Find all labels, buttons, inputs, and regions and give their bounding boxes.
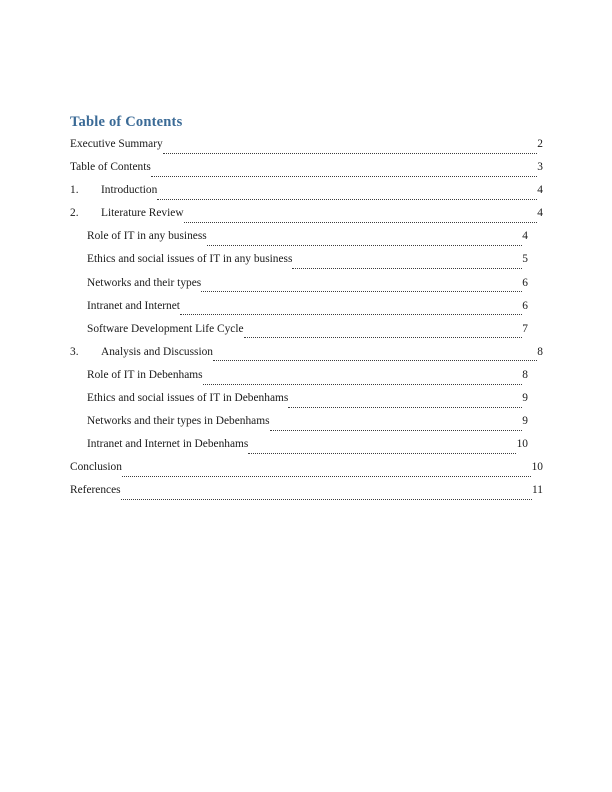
toc-leader-dots <box>270 422 522 433</box>
toc-entry[interactable] <box>0 133 612 156</box>
toc-entry-inner <box>87 248 528 271</box>
toc-entry-page-number: 8 <box>537 345 543 358</box>
toc-entry[interactable] <box>0 156 612 179</box>
toc-entry-label: Networks and their types <box>87 276 202 289</box>
toc-entry-inner <box>87 318 528 341</box>
toc-entry-label: Intranet and Internet <box>87 299 180 312</box>
toc-entry[interactable] <box>0 410 612 433</box>
toc-entry-page-number: 10 <box>516 438 528 451</box>
toc-leader-dots <box>207 237 522 248</box>
toc-entry-page-number: 4 <box>522 230 528 243</box>
toc-entry-page-number: 8 <box>522 368 528 381</box>
toc-entry-page-number: 4 <box>537 184 543 197</box>
toc-entry[interactable] <box>0 202 612 225</box>
toc-leader-dots <box>151 168 537 179</box>
page-title: Table of Contents <box>70 114 183 130</box>
toc-entry-page-number: 5 <box>522 253 528 266</box>
toc-entry-label: Ethics and social issues of IT in any business <box>87 253 293 266</box>
toc-entry-page-number: 3 <box>537 161 543 174</box>
toc-entry-inner <box>70 133 543 156</box>
toc-entry[interactable] <box>0 456 612 479</box>
toc-leader-dots <box>248 445 516 456</box>
toc-entry[interactable] <box>0 295 612 318</box>
toc-entry-label: Software Development Life Cycle <box>87 322 244 335</box>
toc-entry-inner <box>87 387 528 410</box>
toc-entry-number: 3. <box>70 345 79 358</box>
toc-entry[interactable] <box>0 248 612 271</box>
toc-entry-label: Ethics and social issues of IT in Debenhams <box>87 392 289 405</box>
toc-entry-inner <box>70 479 543 502</box>
toc-leader-dots <box>288 399 521 410</box>
toc-entry[interactable] <box>0 387 612 410</box>
toc-leader-dots <box>201 284 522 295</box>
toc-entry-inner <box>70 456 543 479</box>
toc-entry-page-number: 11 <box>532 484 543 497</box>
toc-entry-label: Role of IT in Debenhams <box>87 368 203 381</box>
toc-entry[interactable] <box>0 364 612 387</box>
toc-leader-dots <box>244 330 522 341</box>
toc-entry-label: Literature Review <box>101 207 184 220</box>
toc-entry-page-number: 9 <box>522 392 528 405</box>
toc-entry-inner <box>70 341 543 364</box>
toc-entry-page-number: 10 <box>531 461 543 474</box>
toc-entry-label: Executive Summary <box>70 138 163 150</box>
toc-entry[interactable] <box>0 318 612 341</box>
toc-entry-inner <box>87 272 528 295</box>
toc-leader-dots <box>180 307 522 318</box>
toc-entry-inner <box>87 433 528 456</box>
toc-entry-label: Intranet and Internet in Debenhams <box>87 438 249 451</box>
toc-entry[interactable] <box>0 341 612 364</box>
toc-entry-inner <box>70 202 543 225</box>
toc-entry-inner <box>70 156 543 179</box>
toc-entry[interactable] <box>0 225 612 248</box>
toc-entry-inner <box>87 225 528 248</box>
toc-entry-inner <box>87 364 528 387</box>
toc-entry[interactable] <box>0 179 612 202</box>
table-of-contents-list <box>0 133 612 503</box>
toc-leader-dots <box>184 214 537 225</box>
toc-leader-dots <box>203 376 522 387</box>
toc-entry-number: 2. <box>70 207 79 220</box>
toc-leader-dots <box>121 492 532 503</box>
toc-entry-label: Analysis and Discussion <box>101 345 214 358</box>
toc-leader-dots <box>163 145 537 156</box>
toc-entry-page-number: 9 <box>522 415 528 428</box>
toc-leader-dots <box>292 261 521 272</box>
toc-entry-page-number: 6 <box>522 276 528 289</box>
toc-entry-page-number: 7 <box>522 322 528 335</box>
toc-leader-dots <box>157 191 536 202</box>
toc-entry-label: References <box>70 484 121 497</box>
toc-entry-inner <box>87 410 528 433</box>
toc-entry-number: 1. <box>70 184 79 197</box>
toc-entry-label: Conclusion <box>70 461 122 474</box>
toc-entry-label: Table of Contents <box>70 161 151 174</box>
toc-entry-page-number: 6 <box>522 299 528 312</box>
toc-entry-label: Introduction <box>101 184 158 197</box>
toc-entry-page-number: 2 <box>537 138 543 150</box>
toc-entry-label: Networks and their types in Debenhams <box>87 415 270 428</box>
toc-leader-dots <box>213 353 537 364</box>
toc-leader-dots <box>122 468 531 479</box>
toc-entry-page-number: 4 <box>537 207 543 220</box>
toc-entry-inner <box>87 295 528 318</box>
toc-entry-inner <box>70 179 543 202</box>
toc-entry-label: Role of IT in any business <box>87 230 207 243</box>
toc-entry[interactable] <box>0 479 612 502</box>
toc-entry[interactable] <box>0 433 612 456</box>
toc-entry[interactable] <box>0 272 612 295</box>
